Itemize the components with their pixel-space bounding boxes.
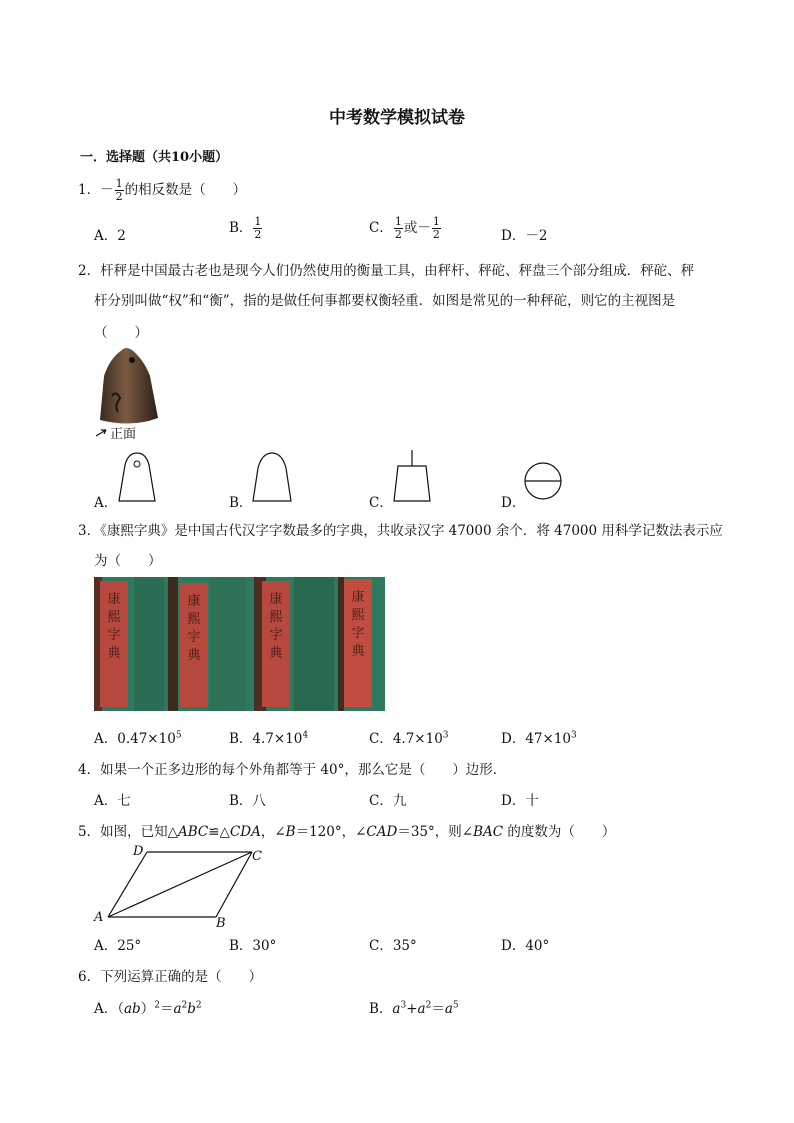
svg-text:字: 字 bbox=[107, 628, 121, 643]
question-text: 为（ ） bbox=[94, 553, 162, 569]
option-a: A．2 bbox=[94, 228, 126, 244]
option-d: D．$47\times 10^3$ bbox=[501, 730, 577, 747]
option-b: B．30° bbox=[229, 938, 277, 954]
option-c: C． bbox=[369, 495, 393, 511]
svg-text:典: 典 bbox=[351, 644, 365, 659]
option-b: B． $\frac{1}{2}$ bbox=[229, 215, 262, 241]
question-number: 3． bbox=[78, 523, 101, 539]
book-label bbox=[262, 581, 290, 707]
svg-text:康: 康 bbox=[351, 590, 365, 605]
fraction: $\frac{1}{2}$ bbox=[432, 215, 440, 241]
option-d: D．－2 bbox=[501, 228, 548, 244]
svg-text:字: 字 bbox=[269, 628, 283, 643]
question-2: 2．杆秤是中国最古老也是现今人们仍然使用的衡量工具，由秤杆、秤砣、秤盘三个部分组成．秤砣、秤 bbox=[78, 263, 695, 279]
question-number: 2． bbox=[78, 263, 101, 279]
svg-text:康: 康 bbox=[187, 594, 201, 609]
book-label bbox=[100, 581, 128, 707]
svg-text:字: 字 bbox=[351, 626, 365, 641]
question-6: 6．下列运算正确的是（ ） bbox=[78, 969, 263, 985]
parallelogram-figure bbox=[92, 843, 272, 929]
steelyard-weight-image bbox=[92, 346, 164, 442]
option-a: A．$0.47\times 10^5$ bbox=[94, 730, 182, 747]
option-b-shape bbox=[250, 450, 294, 504]
svg-text:字: 字 bbox=[187, 630, 201, 645]
book-label bbox=[344, 579, 372, 707]
option-b: B．八 bbox=[229, 793, 266, 809]
question-3: 3．《康熙字典》是中国古代汉字字数最多的字典，共收录汉字 47000 余个．将 47000 用科学记数法表示应 bbox=[78, 523, 723, 539]
option-a-shape bbox=[114, 450, 160, 504]
svg-text:熙: 熙 bbox=[351, 608, 365, 623]
svg-text:典: 典 bbox=[107, 646, 121, 661]
option-b: B．$4.7\times 10^4$ bbox=[229, 730, 309, 747]
fraction: $\frac{1}{2}$ bbox=[254, 215, 262, 241]
point-label: C bbox=[252, 849, 262, 864]
front-label: 正面 bbox=[110, 427, 137, 442]
option-a: A．$(ab)^2=a^2b^2$ bbox=[94, 1000, 202, 1017]
svg-text:典: 典 bbox=[187, 648, 201, 663]
option-d: D．十 bbox=[501, 793, 539, 809]
question-number: 6． bbox=[78, 969, 101, 985]
fraction: $\frac{1}{2}$ bbox=[394, 215, 402, 241]
page-title: 中考数学模拟试卷 bbox=[329, 108, 465, 128]
question-number: 5． bbox=[78, 824, 101, 840]
option-d-shape bbox=[522, 458, 564, 504]
option-b: B． bbox=[229, 495, 253, 511]
option-c: C．$4.7\times 10^3$ bbox=[369, 730, 449, 747]
question-4: 4．如果一个正多边形的每个外角都等于 40°，那么它是（ ）边形． bbox=[78, 762, 507, 778]
fraction: $\frac{1}{2}$ bbox=[115, 177, 123, 203]
question-number: 1． bbox=[78, 182, 101, 198]
svg-text:康: 康 bbox=[269, 592, 283, 607]
svg-text:熙: 熙 bbox=[107, 610, 121, 625]
option-c-shape bbox=[390, 448, 434, 504]
point-label: B bbox=[216, 916, 226, 929]
question-number: 4． bbox=[78, 762, 101, 778]
option-c: C．九 bbox=[369, 793, 407, 809]
minus-sign: － bbox=[100, 182, 114, 198]
point-label: D bbox=[133, 844, 144, 859]
option-d: D． bbox=[501, 495, 526, 511]
book-label bbox=[180, 583, 208, 707]
svg-text:康: 康 bbox=[107, 592, 121, 607]
question-text: （ ） bbox=[94, 325, 148, 341]
option-a: A．七 bbox=[94, 793, 131, 809]
option-a: A．25° bbox=[94, 938, 142, 954]
question-5: 5．如图，已知△ABC≌△CDA，∠B＝120°，∠CAD＝35°，则∠BAC 的度数为（ ） bbox=[78, 824, 616, 840]
option-d: D．40° bbox=[501, 938, 550, 954]
section-heading: 一．选择题（共10小题） bbox=[80, 150, 229, 165]
question-1 bbox=[78, 178, 246, 203]
option-c: C．35° bbox=[369, 938, 417, 954]
option-b: B．$a^3+a^2=a^5$ bbox=[369, 1000, 459, 1017]
option-a: A． bbox=[94, 495, 118, 511]
svg-text:熙: 熙 bbox=[187, 612, 201, 627]
point-label: A bbox=[94, 910, 104, 925]
option-c: C． $\frac{1}{2}$ 或－ $\frac{1}{2}$ bbox=[369, 215, 440, 241]
question-text: 杆分别叫做“权”和“衡”，指的是做任何事都要权衡轻重．如图是常见的一种秤砣，则它的主视图是 bbox=[94, 293, 676, 309]
svg-text:熙: 熙 bbox=[269, 610, 283, 625]
svg-text:典: 典 bbox=[269, 646, 283, 661]
kangxi-dictionary-image bbox=[94, 577, 385, 711]
question-text: 的相反数是（ ） bbox=[124, 182, 247, 198]
